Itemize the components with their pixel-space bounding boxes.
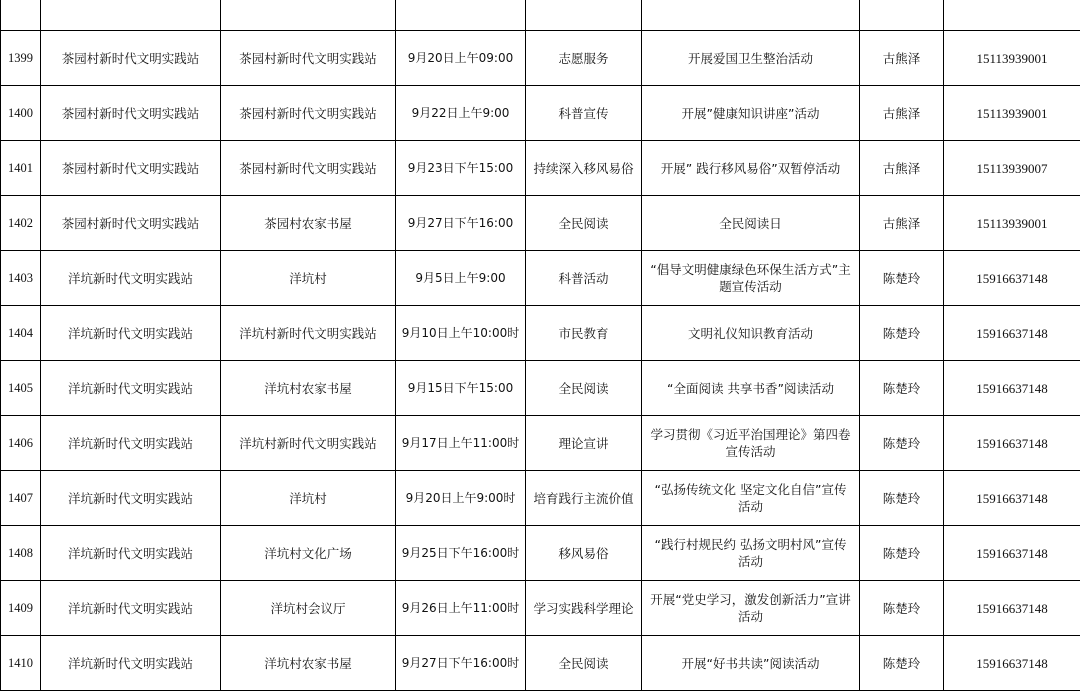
activity-cell: “倡导文明健康绿色环保生活方式”主题宣传活动 [642, 251, 860, 306]
table-row [1, 526, 1080, 581]
station-cell: 洋坑新时代文明实践站 [41, 416, 221, 471]
contact-cell: 陈楚玲 [860, 306, 944, 361]
activity-cell: 开展“党史学习，激发创新活力”宣讲活动 [642, 581, 860, 636]
row-id-cell: 1404 [1, 306, 41, 361]
category-cell: 学习实践科学理论 [526, 581, 642, 636]
activity-cell: 开展” 践行移风易俗”双暂停活动 [642, 141, 860, 196]
station-cell: 洋坑新时代文明实践站 [41, 361, 221, 416]
time-cell: 9月17日上午11:00时 [396, 416, 526, 471]
location-cell: 洋坑村新时代文明实践站 [221, 416, 396, 471]
phone-cell: 15916637148 [944, 471, 1080, 526]
row-id-cell: 1400 [1, 86, 41, 141]
time-cell: 9月5日上午9:00 [396, 251, 526, 306]
activity-cell: 开展爱国卫生整治活动 [642, 31, 860, 86]
activity-cell: “践行村规民约 弘扬文明村风”宣传活动 [642, 526, 860, 581]
category-cell [526, 0, 642, 31]
row-id-cell: 1410 [1, 636, 41, 691]
phone-cell: 15113939001 [944, 196, 1080, 251]
station-cell: 茶园村新时代文明实践站 [41, 141, 221, 196]
location-cell: 洋坑村文化广场 [221, 526, 396, 581]
time-cell [396, 0, 526, 31]
row-id-cell: 1409 [1, 581, 41, 636]
time-cell: 9月23日下午15:00 [396, 141, 526, 196]
table-row [1, 416, 1080, 471]
station-cell [41, 0, 221, 31]
category-cell: 全民阅读 [526, 196, 642, 251]
phone-cell: 15916637148 [944, 361, 1080, 416]
row-id-cell: 1406 [1, 416, 41, 471]
category-cell: 市民教育 [526, 306, 642, 361]
row-id-cell: 1405 [1, 361, 41, 416]
time-cell: 9月20日上午9:00时 [396, 471, 526, 526]
time-cell: 9月22日上午9:00 [396, 86, 526, 141]
category-cell: 科普宣传 [526, 86, 642, 141]
category-cell: 全民阅读 [526, 361, 642, 416]
location-cell: 洋坑村农家书屋 [221, 361, 396, 416]
contact-cell [860, 0, 944, 31]
location-cell: 茶园村农家书屋 [221, 196, 396, 251]
time-cell: 9月15日下午15:00 [396, 361, 526, 416]
phone-cell: 15113939001 [944, 86, 1080, 141]
category-cell: 移风易俗 [526, 526, 642, 581]
activity-cell: 学习贯彻《习近平治国理论》第四卷宣传活动 [642, 416, 860, 471]
contact-cell: 陈楚玲 [860, 361, 944, 416]
category-cell: 全民阅读 [526, 636, 642, 691]
phone-cell: 15916637148 [944, 581, 1080, 636]
activity-cell: 开展“好书共读”阅读活动 [642, 636, 860, 691]
category-cell: 培育践行主流价值 [526, 471, 642, 526]
table-row [1, 31, 1080, 86]
station-cell: 茶园村新时代文明实践站 [41, 31, 221, 86]
phone-cell: 15916637148 [944, 526, 1080, 581]
table-body [1, 0, 1080, 691]
row-id-cell [1, 0, 41, 31]
time-cell: 9月26日上午11:00时 [396, 581, 526, 636]
category-cell: 理论宣讲 [526, 416, 642, 471]
contact-cell: 陈楚玲 [860, 416, 944, 471]
row-id-cell: 1399 [1, 31, 41, 86]
row-id-cell: 1403 [1, 251, 41, 306]
time-cell: 9月25日下午16:00时 [396, 526, 526, 581]
contact-cell: 陈楚玲 [860, 636, 944, 691]
table-row [1, 636, 1080, 691]
time-cell: 9月27日下午16:00 [396, 196, 526, 251]
phone-cell: 15916637148 [944, 306, 1080, 361]
time-cell: 9月20日上午09:00 [396, 31, 526, 86]
activity-cell: 开展”健康知识讲座”活动 [642, 86, 860, 141]
contact-cell: 古熊泽 [860, 196, 944, 251]
contact-cell: 陈楚玲 [860, 581, 944, 636]
phone-cell: 15113939007 [944, 141, 1080, 196]
table-row [1, 86, 1080, 141]
table-row [1, 0, 1080, 31]
category-cell: 科普活动 [526, 251, 642, 306]
location-cell: 洋坑村 [221, 471, 396, 526]
location-cell [221, 0, 396, 31]
contact-cell: 陈楚玲 [860, 471, 944, 526]
time-cell: 9月10日上午10:00时 [396, 306, 526, 361]
table-row [1, 361, 1080, 416]
station-cell: 洋坑新时代文明实践站 [41, 306, 221, 361]
location-cell: 茶园村新时代文明实践站 [221, 141, 396, 196]
activity-cell: 全民阅读日 [642, 196, 860, 251]
station-cell: 洋坑新时代文明实践站 [41, 471, 221, 526]
time-cell: 9月27日下午16:00时 [396, 636, 526, 691]
table-row [1, 581, 1080, 636]
phone-cell: 15916637148 [944, 636, 1080, 691]
row-id-cell: 1408 [1, 526, 41, 581]
activity-cell [642, 0, 860, 31]
contact-cell: 古熊泽 [860, 141, 944, 196]
phone-cell: 15916637148 [944, 416, 1080, 471]
table-row [1, 306, 1080, 361]
phone-cell: 15916637148 [944, 251, 1080, 306]
table-row [1, 251, 1080, 306]
activity-cell: “弘扬传统文化 坚定文化自信”宣传活动 [642, 471, 860, 526]
location-cell: 茶园村新时代文明实践站 [221, 86, 396, 141]
location-cell: 茶园村新时代文明实践站 [221, 31, 396, 86]
contact-cell: 陈楚玲 [860, 251, 944, 306]
location-cell: 洋坑村农家书屋 [221, 636, 396, 691]
station-cell: 洋坑新时代文明实践站 [41, 251, 221, 306]
station-cell: 茶园村新时代文明实践站 [41, 196, 221, 251]
station-cell: 茶园村新时代文明实践站 [41, 86, 221, 141]
activity-cell: “全面阅读 共享书香”阅读活动 [642, 361, 860, 416]
table-row [1, 471, 1080, 526]
table-row [1, 196, 1080, 251]
location-cell: 洋坑村会议厅 [221, 581, 396, 636]
row-id-cell: 1407 [1, 471, 41, 526]
contact-cell: 陈楚玲 [860, 526, 944, 581]
phone-cell [944, 0, 1080, 31]
station-cell: 洋坑新时代文明实践站 [41, 526, 221, 581]
row-id-cell: 1401 [1, 141, 41, 196]
station-cell: 洋坑新时代文明实践站 [41, 581, 221, 636]
category-cell: 持续深入移风易俗 [526, 141, 642, 196]
location-cell: 洋坑村 [221, 251, 396, 306]
category-cell: 志愿服务 [526, 31, 642, 86]
activity-cell: 文明礼仪知识教育活动 [642, 306, 860, 361]
station-cell: 洋坑新时代文明实践站 [41, 636, 221, 691]
row-id-cell: 1402 [1, 196, 41, 251]
location-cell: 洋坑村新时代文明实践站 [221, 306, 396, 361]
table-row [1, 141, 1080, 196]
phone-cell: 15113939001 [944, 31, 1080, 86]
contact-cell: 古熊泽 [860, 31, 944, 86]
contact-cell: 古熊泽 [860, 86, 944, 141]
